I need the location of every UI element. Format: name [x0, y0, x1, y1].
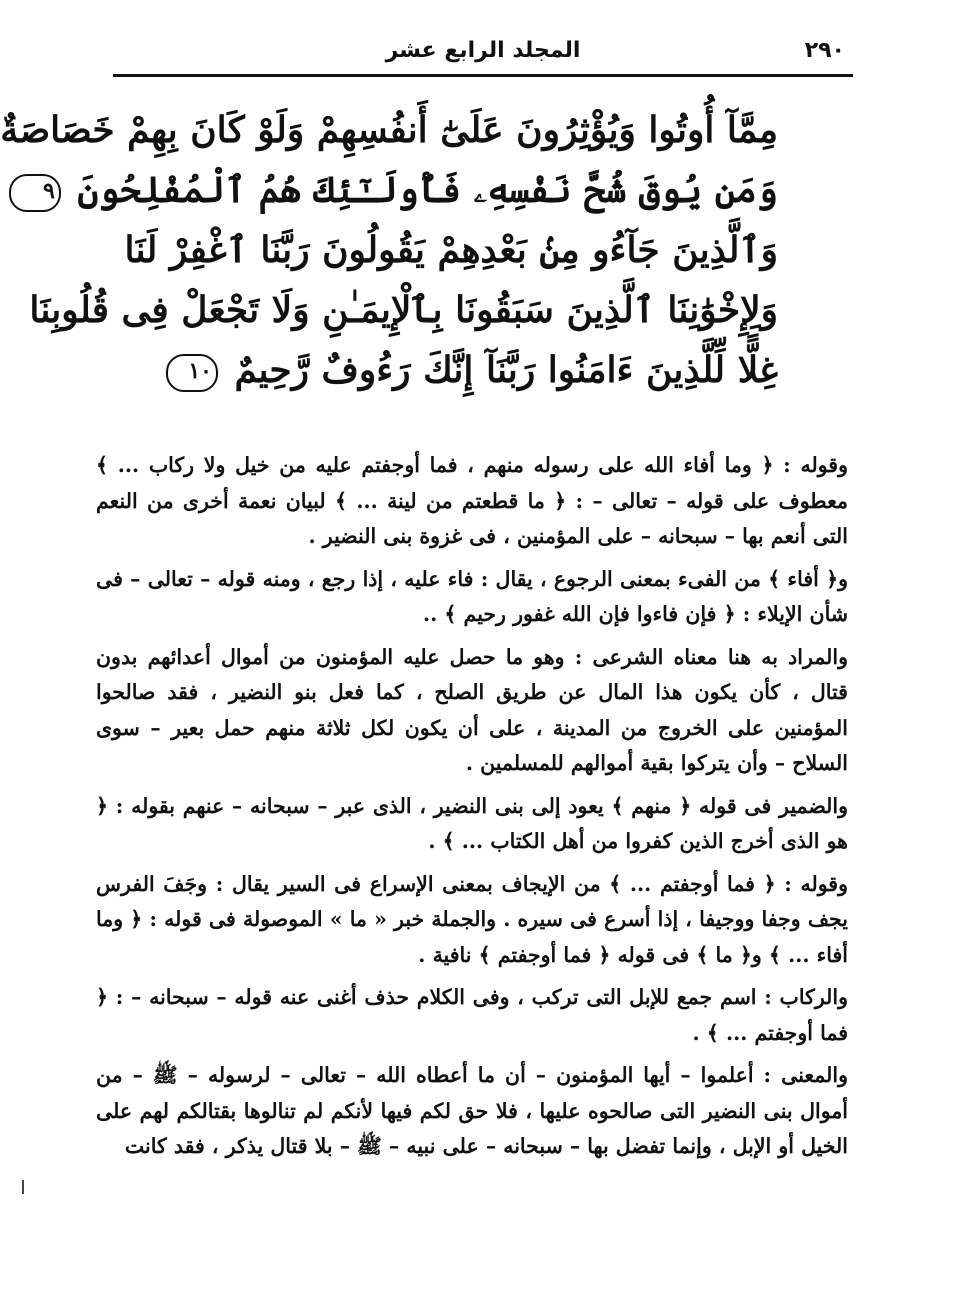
verse-text: وَمَن يُوقَ شُحَّ نَفْسِهِۦ فَأُولَـٰٓئِكَ هُمُ ٱلْمُفْلِحُونَ — [77, 169, 778, 211]
commentary-paragraph: والضمير فى قوله ﴿ منهم ﴾ يعود إلى بنى النضير ، الذى عبر – سبحانه – عنهم بقوله : ﴿ هو الذى أخرج الذين كفروا من أهل الكتاب ... ﴾ . — [96, 793, 848, 853]
verse-line: وَلِإِخْوَٰنِنَا ٱلَّذِينَ سَبَقُونَا بِٱلْإِيمَـٰنِ وَلَا تَجْعَلْ فِى قُلُوبِنَا — [29, 289, 778, 331]
verse-text: غِلًّا لِّلَّذِينَ ءَامَنُوا رَبَّنَآ إِنَّكَ رَءُوفٌ رَّحِيمٌ — [234, 349, 778, 391]
page-number: ٢٩٠ — [804, 38, 845, 63]
commentary-paragraph: والركاب : اسم جمع للإبل التى تركب ، وفى الكلام حذف أغنى عنه قوله – سبحانه – : ﴿ فما أوجفتم ... ﴾ . — [96, 985, 848, 1045]
running-head: المجلد الرابع عشر — [385, 38, 581, 63]
quran-verses-block — [0, 100, 778, 400]
verse-line: مِمَّآ أُوتُوا وَيُؤْثِرُونَ عَلَىٰٓ أَنفُسِهِمْ وَلَوْ كَانَ بِهِمْ خَصَاصَةٌ — [0, 109, 778, 151]
commentary-paragraph: وقوله : ﴿ فما أوجفتم ... ﴾ من الإيجاف بمعنى الإسراع فى السير يقال : وجَفَ الفرس يجف وجفا ووجيفا ، إذا أسرع فى سيره . والجملة خبر « ما » الموصولة فى قوله : ﴿ وما أفاء ... ﴾ و﴿ ما ﴾ فى قوله ﴿ فما أوجفتم ﴾ نافية . — [96, 871, 848, 967]
tafsir-commentary — [96, 448, 848, 1172]
commentary-paragraph: والمراد به هنا معناه الشرعى : وهو ما حصل عليه المؤمنون من أموال أعدائهم بدون قتال ، كأن يكون هذا المال عن طريق الصلح ، كما فعل بنو النضير ، فقد صالحوا المؤمنين على الخروج من المدينة ، على أن يكون لكل ثلاثة منهم حمل بعير – سوى السلاح – وأن يتركوا بقية أموالهم للمسلمين . — [96, 644, 848, 775]
verse-line — [43, 160, 778, 220]
commentary-paragraph: والمعنى : أعلموا – أيها المؤمنون – أن ما أعطاه الله – تعالى – لرسوله – ﷺ – من أموال بنى النضير التى صالحوه عليها ، فلا حق لكم فيها لأنكم لم تنالوها بقتالكم لهم على الخيل أو الإبل ، وإنما تفضل بها – سبحانه – على نبيه – ﷺ – بلا قتال يذكر ، فقد كانت — [96, 1063, 848, 1158]
ayah-number-marker: ٩ — [9, 174, 61, 212]
scan-margin-mark — [22, 1180, 24, 1194]
verse-line: وَٱلَّذِينَ جَآءُو مِنۢ بَعْدِهِمْ يَقُولُونَ رَبَّنَا ٱغْفِرْ لَنَا — [124, 229, 778, 271]
page-header — [113, 34, 853, 77]
commentary-paragraph: و﴿ أفاء ﴾ من الفىء بمعنى الرجوع ، يقال : فاء عليه ، إذا رجع ، ومنه قوله – تعالى – فى شأن الإيلاء : ﴿ فإن فاءوا فإن الله غفور رحيم ﴾ .. — [96, 566, 848, 626]
commentary-paragraph: وقوله : ﴿ وما أفاء الله على رسوله منهم ، فما أوجفتم عليه من خيل ولا ركاب ... ﴾ معطوف على قوله – تعالى – : ﴿ ما قطعتم من لينة ... ﴾ لبيان نعمة أخرى من النعم التى أنعم بها – سبحانه – على المؤمنين ، فى غزوة بنى النضير . — [96, 453, 848, 548]
ayah-number-marker: ١٠ — [166, 354, 218, 392]
verse-line — [178, 340, 778, 400]
